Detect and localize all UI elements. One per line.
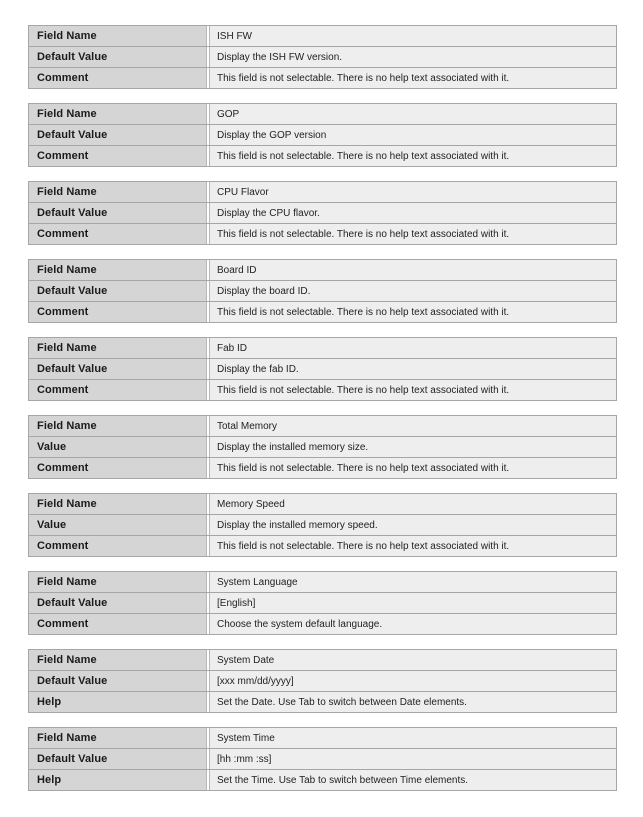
field-row-value: This field is not selectable. There is no help text associated with it. [210, 68, 616, 88]
field-row-value: Board ID [210, 260, 616, 280]
spec-table [28, 415, 617, 479]
field-row-label: Default Value [29, 359, 206, 379]
field-row-value: This field is not selectable. There is no help text associated with it. [210, 224, 616, 244]
field-row-label: Help [29, 692, 206, 712]
field-row-value: ISH FW [210, 26, 616, 46]
field-row-label: Default Value [29, 47, 206, 67]
field-row-value: System Time [210, 728, 616, 748]
spec-table [28, 103, 617, 167]
field-row-value: System Language [210, 572, 616, 592]
field-row-value: Display the installed memory speed. [210, 515, 616, 535]
spec-table [28, 259, 617, 323]
field-row-value: [hh :mm :ss] [210, 749, 616, 769]
field-row-value: Display the board ID. [210, 281, 616, 301]
field-row-value: CPU Flavor [210, 182, 616, 202]
field-row-label: Field Name [29, 182, 206, 202]
spec-table [28, 649, 617, 713]
field-row-value: This field is not selectable. There is no help text associated with it. [210, 302, 616, 322]
field-row-value: Display the CPU flavor. [210, 203, 616, 223]
field-row-label: Comment [29, 458, 206, 478]
field-row-label: Comment [29, 146, 206, 166]
tables [28, 25, 617, 805]
field-row-value: Choose the system default language. [210, 614, 616, 634]
field-row-value: Display the installed memory size. [210, 437, 616, 457]
field-row-label: Field Name [29, 260, 206, 280]
field-row-value: Set the Time. Use Tab to switch between Time elements. [210, 770, 616, 790]
field-row-value: Display the GOP version [210, 125, 616, 145]
spec-table [28, 25, 617, 89]
field-row-label: Default Value [29, 203, 206, 223]
field-row-label: Field Name [29, 26, 206, 46]
field-row-label: Default Value [29, 671, 206, 691]
field-row-label: Comment [29, 224, 206, 244]
field-row-value: System Date [210, 650, 616, 670]
field-row-label: Default Value [29, 593, 206, 613]
field-row-label: Value [29, 515, 206, 535]
field-row-label: Help [29, 770, 206, 790]
spec-table [28, 727, 617, 791]
field-row-value: Display the ISH FW version. [210, 47, 616, 67]
field-row-value: This field is not selectable. There is no help text associated with it. [210, 458, 616, 478]
field-row-label: Default Value [29, 125, 206, 145]
field-row-label: Value [29, 437, 206, 457]
field-row-value: This field is not selectable. There is no help text associated with it. [210, 146, 616, 166]
field-row-value: This field is not selectable. There is no help text associated with it. [210, 380, 616, 400]
spec-table [28, 571, 617, 635]
field-row-value: Memory Speed [210, 494, 616, 514]
field-row-label: Field Name [29, 572, 206, 592]
field-row-label: Comment [29, 380, 206, 400]
field-row-label: Field Name [29, 728, 206, 748]
field-row-label: Default Value [29, 749, 206, 769]
field-row-value: Total Memory [210, 416, 616, 436]
field-row-label: Field Name [29, 650, 206, 670]
field-row-label: Field Name [29, 104, 206, 124]
spec-table [28, 337, 617, 401]
field-row-label: Comment [29, 536, 206, 556]
field-row-label: Default Value [29, 281, 206, 301]
field-row-value: [xxx mm/dd/yyyy] [210, 671, 616, 691]
spec-table [28, 493, 617, 557]
field-row-label: Comment [29, 68, 206, 88]
field-row-value: This field is not selectable. There is no help text associated with it. [210, 536, 616, 556]
field-row-label: Field Name [29, 494, 206, 514]
field-row-value: [English] [210, 593, 616, 613]
field-row-label: Comment [29, 302, 206, 322]
field-row-value: Set the Date. Use Tab to switch between Date elements. [210, 692, 616, 712]
field-row-label: Field Name [29, 416, 206, 436]
field-row-value: Display the fab ID. [210, 359, 616, 379]
field-row-label: Comment [29, 614, 206, 634]
field-row-value: GOP [210, 104, 616, 124]
field-row-value: Fab ID [210, 338, 616, 358]
field-row-label: Field Name [29, 338, 206, 358]
spec-table [28, 181, 617, 245]
